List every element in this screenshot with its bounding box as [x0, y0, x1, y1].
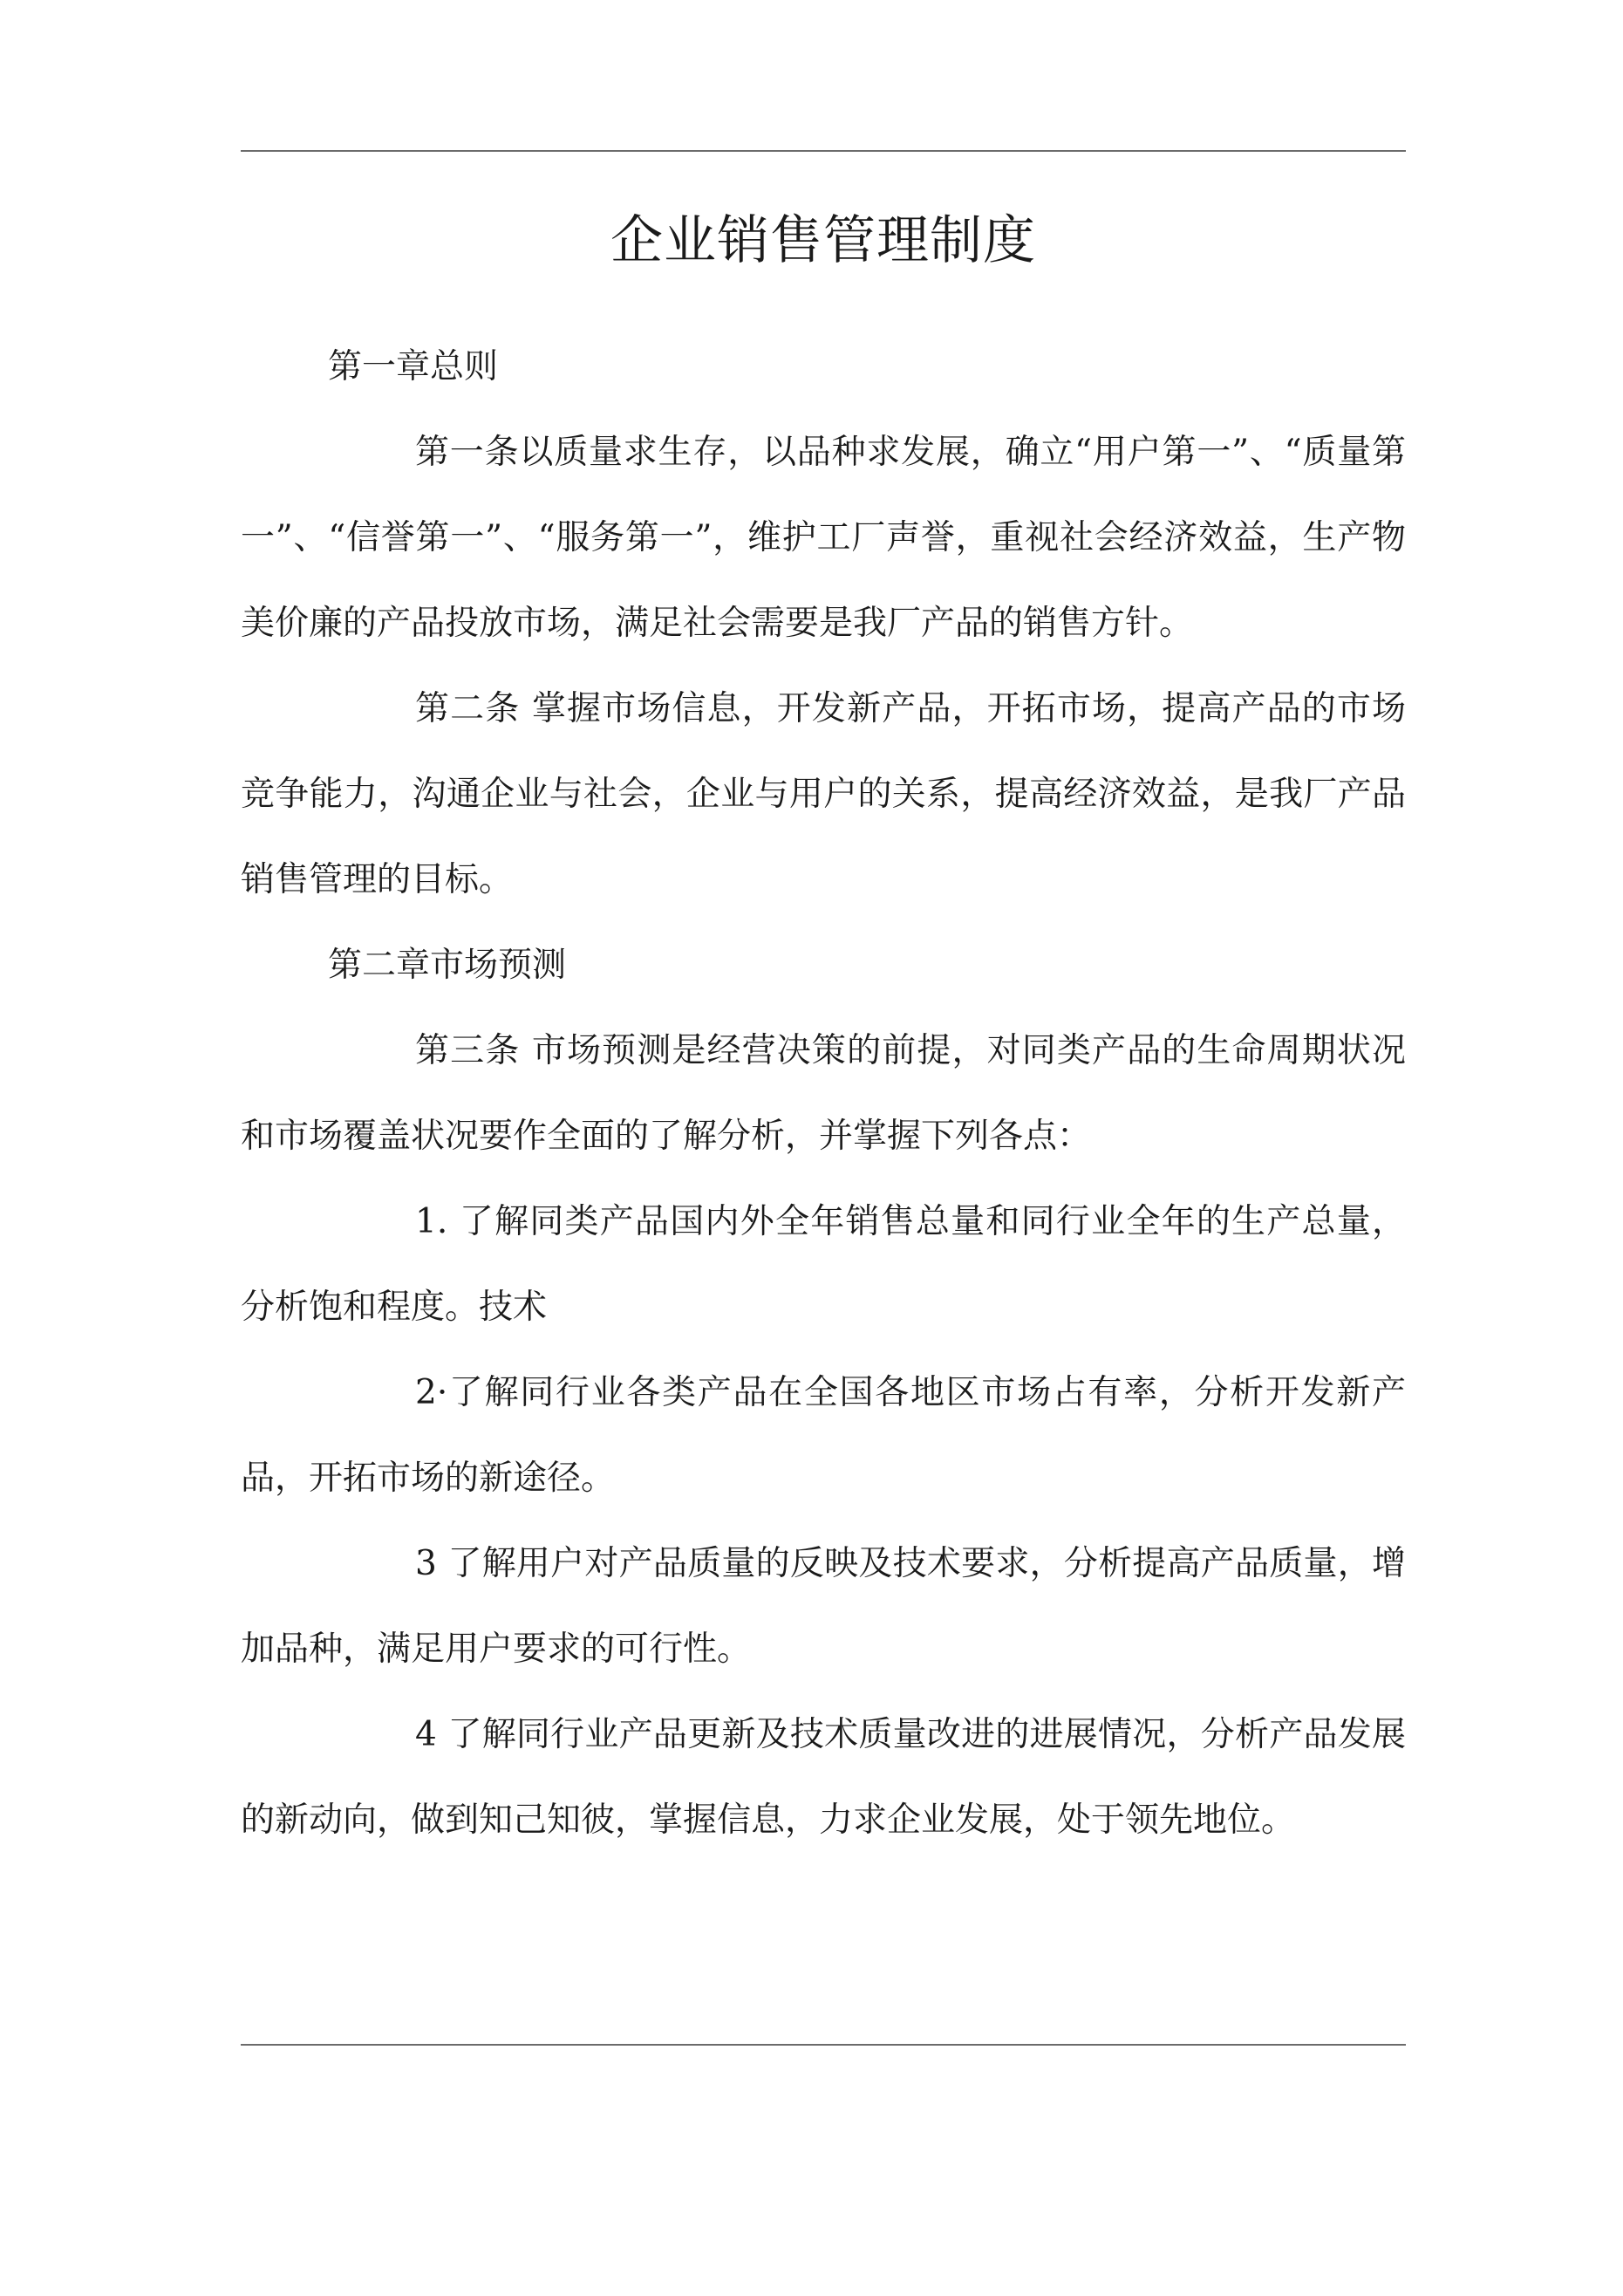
page-title: 企业销售管理制度 [610, 210, 1036, 271]
list-item-paragraph: 3 了解用户对产品质量的反映及技术要求，分析提高产品质量，增加品种，满足用户要求的可行性。 [241, 1544, 1406, 1669]
list-item-paragraph: 4 了解同行业产品更新及技术质量改进的进展情况，分析产品发展的新动向，做到知己知彼，掌握信息，力求企业发展，处于领先地位。 [241, 1715, 1406, 1840]
footer-rule [241, 2044, 1406, 2046]
chapter-heading: 第一章总则 [328, 347, 499, 386]
chapter-heading: 第二章市场预测 [328, 946, 567, 985]
list-item-paragraph: 2·了解同行业各类产品在全国各地区市场占有率，分析开发新产品，开拓市场的新途径。 [241, 1373, 1406, 1498]
document-body [241, 325, 1406, 1863]
article-paragraph: 第二条 掌握市场信息，开发新产品，开拓市场，提高产品的市场竞争能力，沟通企业与社会，企业与用户的关系，提高经济效益，是我厂产品销售管理的目标。 [241, 689, 1406, 899]
header-rule [241, 150, 1406, 152]
article-paragraph: 第三条 市场预测是经营决策的前提，对同类产品的生命周期状况和市场覆盖状况要作全面的了解分析，并掌握下列各点： [241, 1031, 1406, 1156]
list-item-paragraph: 1. 了解同类产品国内外全年销售总量和同行业全年的生产总量，分析饱和程度。技术 [241, 1202, 1406, 1327]
article-paragraph: 第一条以质量求生存，以品种求发展，确立“用户第一”、“质量第一”、“信誉第一”、“服务第一”，维护工厂声誉，重视社会经济效益，生产物美价廉的产品投放市场，满足社会需要是我厂产品的销售方针。 [241, 433, 1406, 643]
